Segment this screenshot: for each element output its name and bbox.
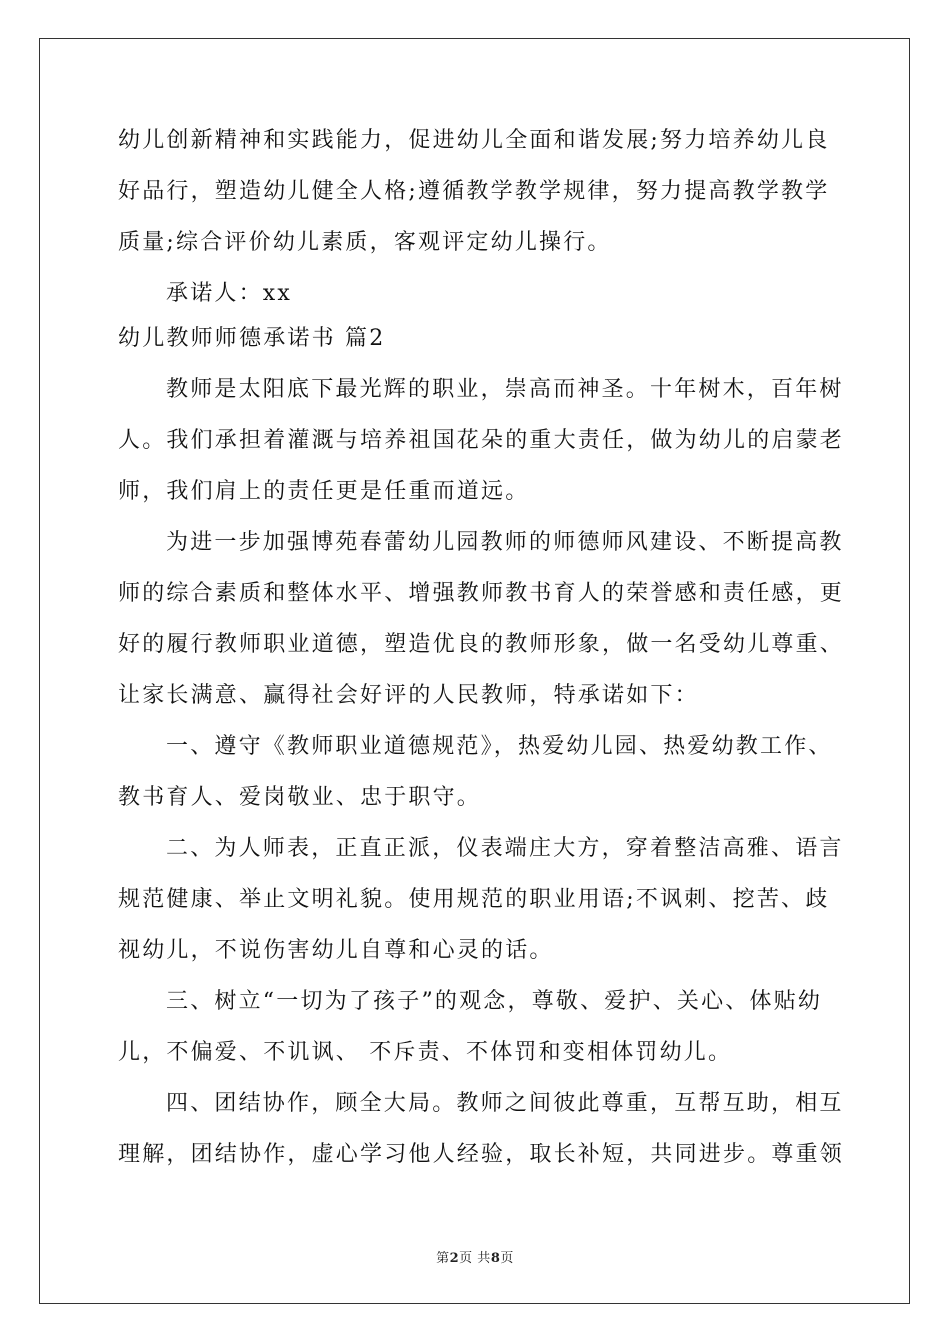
- text-line: 为进一步加强博苑春蕾幼儿园教师的师德师风建设、不断提高教: [166, 530, 844, 555]
- text-line: 视幼儿，不说伤害幼儿自尊和心灵的话。: [118, 938, 554, 963]
- signer-line: [118, 278, 838, 309]
- paragraph: [118, 125, 838, 258]
- heading-text: 幼儿教师师德承诺书 篇2: [118, 326, 386, 351]
- section-heading: [118, 323, 838, 354]
- paragraph: [118, 1088, 845, 1170]
- text-line: 幼儿创新精神和实践能力，促进幼儿全面和谐发展;努力培养幼儿良: [118, 128, 830, 153]
- text-line: 让家长满意、赢得社会好评的人民教师，特承诺如下：: [118, 683, 699, 708]
- text-line: 好品行，塑造幼儿健全人格;遵循教学教学规律，努力提高教学教学: [118, 179, 830, 204]
- text-line: 规范健康、举止文明礼貌。使用规范的职业用语;不讽刺、挖苦、歧: [118, 887, 830, 912]
- text-line: 三、树立“一切为了孩子”的观念，尊敬、爱护、关心、体贴幼: [166, 989, 823, 1014]
- text-line: 二、为人师表，正直正派，仪表端庄大方，穿着整洁高雅、语言: [166, 836, 844, 861]
- text-line: 理解，团结协作，虚心学习他人经验，取长补短，共同进步。尊重领: [118, 1142, 845, 1167]
- footer-prefix: 第: [436, 1251, 450, 1266]
- current-page-number: 2: [449, 1251, 460, 1266]
- footer-suffix: 页: [500, 1251, 514, 1266]
- paragraph: [118, 986, 838, 1068]
- paragraph: [118, 833, 844, 966]
- paragraph: [118, 527, 845, 711]
- document-body: [118, 125, 845, 1170]
- page-footer: [0, 1247, 950, 1266]
- text-line: 好的履行教师职业道德，塑造优良的教师形象，做一名受幼儿尊重、: [118, 632, 845, 657]
- total-pages-number: 8: [490, 1251, 501, 1266]
- text-line: 一、遵守《教师职业道德规范》，热爱幼儿园、热爱幼教工作、: [166, 734, 833, 759]
- paragraph: [118, 731, 838, 813]
- text-line: 师的综合素质和整体水平、增强教师教书育人的荣誉感和责任感，更: [118, 581, 845, 606]
- paragraph: [118, 374, 845, 507]
- text-line: 教师是太阳底下最光辉的职业，崇高而神圣。十年树木，百年树: [166, 377, 844, 402]
- text-line: 四、团结协作，顾全大局。教师之间彼此尊重，互帮互助，相互: [166, 1091, 844, 1116]
- text-line: 质量;综合评价幼儿素质，客观评定幼儿操行。: [118, 230, 612, 255]
- text-line: 教书育人、爱岗敬业、忠于职守。: [118, 785, 482, 810]
- text-line: 承诺人：xx: [166, 281, 293, 306]
- text-line: 儿，不偏爱、不讥讽、 不斥责、不体罚和变相体罚幼儿。: [118, 1040, 733, 1065]
- footer-middle: 页 共: [459, 1251, 491, 1266]
- text-line: 人。我们承担着灌溉与培养祖国花朵的重大责任，做为幼儿的启蒙老: [118, 428, 845, 453]
- text-line: 师，我们肩上的责任更是任重而道远。: [118, 479, 530, 504]
